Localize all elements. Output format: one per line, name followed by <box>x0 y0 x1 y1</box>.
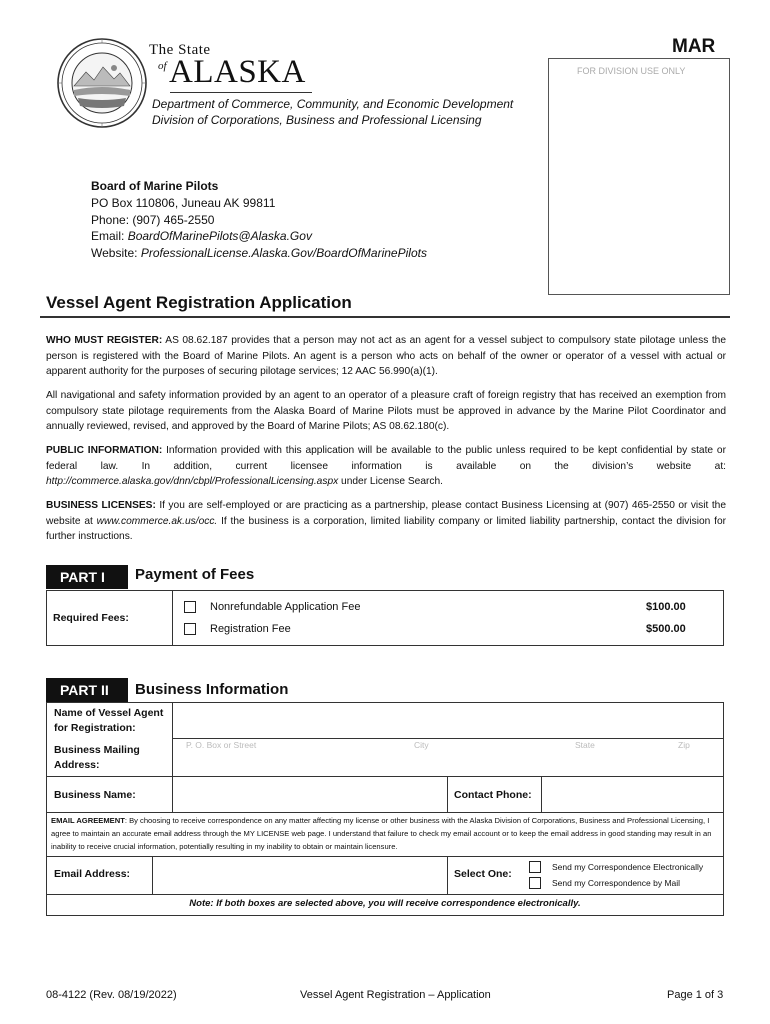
correspondence-mail-label: Send my Correspondence by Mail <box>552 878 681 888</box>
board-address: PO Box 110806, Juneau AK 99811 <box>91 195 276 210</box>
state-of-text: of <box>158 60 167 72</box>
public-information-paragraph <box>46 443 726 490</box>
division-line: Division of Corporations, Business and Professional Licensing <box>152 113 482 127</box>
select-one-label: Select One: <box>454 868 512 880</box>
footer-title: Vessel Agent Registration – Application <box>300 989 491 1001</box>
email-address-label: Email Address: <box>54 868 131 880</box>
agreement-label: EMAIL AGREEMENT <box>51 816 125 825</box>
business-url-link[interactable]: www.commerce.ak.us/occ. <box>96 515 218 527</box>
application-fee-checkbox[interactable] <box>184 601 196 613</box>
correspondence-electronic-checkbox[interactable] <box>529 861 541 873</box>
nav-text: All navigational and safety information provided by an agent to an operator of a pleasure craft of foreign registry that has received an exemption from compulsory state pilotage requirements from the Alaska Board of Marine Pilots must be approved in advance by the Marine Pilot Coordinator and annually reviewed, revised, and approved by the Board of Marine Pilots; AS 08.62.180(c). <box>46 390 726 432</box>
business-tail: If the business is a corporation, limited liability company or limited liability partnership, contact the division for further instructions. <box>46 515 726 542</box>
title-rule <box>40 316 730 318</box>
state-the-text: The State <box>149 42 211 58</box>
row-divider <box>46 894 724 895</box>
header-rule <box>170 92 312 93</box>
mailing-address-label: Business Mailing Address: <box>54 744 140 771</box>
contact-phone-label: Contact Phone: <box>454 789 532 801</box>
registration-fee-checkbox[interactable] <box>184 623 196 635</box>
city-hint: City <box>414 740 429 750</box>
who-must-register-paragraph <box>46 333 726 380</box>
website-label: Website: <box>91 246 141 261</box>
zip-hint: Zip <box>678 740 690 750</box>
form-title: Vessel Agent Registration Application <box>46 293 352 312</box>
business-name-label: Business Name: <box>54 789 136 801</box>
who-text: AS 08.62.187 provides that a person may not act as an agent for a vessel subject to compulsory state pilotage unless the person is registered with the Board of Marine Pilots. An agent is a person who acts on behalf of the owner or operator of a vessel with actual or apparent authority for the purposes of securing pilotage services; 12 AAC 56.990(a)(1). <box>46 335 726 377</box>
public-tail: under License Search. <box>338 476 443 487</box>
state-name-text: ALASKA <box>169 54 306 90</box>
correspondence-note: Note: If both boxes are selected above, you will receive correspondence electronically. <box>189 898 581 909</box>
phone-value: (907) 465-2550 <box>132 212 215 227</box>
row-divider <box>46 812 724 813</box>
department-heading <box>152 96 513 128</box>
part2-tab: PART II <box>46 678 128 702</box>
col-divider <box>447 776 448 812</box>
mailing-address-field[interactable] <box>174 739 723 775</box>
website-link[interactable]: ProfessionalLicense.Alaska.Gov/BoardOfMarinePilots <box>140 246 427 261</box>
part1-title: Payment of Fees <box>135 566 255 583</box>
form-code: MAR <box>672 36 716 57</box>
col-divider <box>172 702 173 776</box>
board-phone <box>91 212 427 229</box>
board-email <box>91 228 427 245</box>
business-licenses-paragraph <box>46 498 726 545</box>
po-box-hint: P. O. Box or Street <box>186 740 257 750</box>
agent-name-field[interactable] <box>174 703 723 737</box>
email-agreement-text <box>51 814 721 853</box>
registration-fee-label: Registration Fee <box>210 623 291 635</box>
division-use-label: FOR DIVISION USE ONLY <box>577 66 686 76</box>
business-label: BUSINESS LICENSES: <box>46 500 156 511</box>
col-divider <box>447 856 448 894</box>
navigation-paragraph <box>46 388 726 435</box>
email-link[interactable]: BoardOfMarinePilots@Alaska.Gov <box>127 229 312 244</box>
correspondence-mail-checkbox[interactable] <box>529 877 541 889</box>
who-label: WHO MUST REGISTER: <box>46 335 163 346</box>
part1-tab: PART I <box>46 565 128 589</box>
public-text: Information provided with this application will be available to the public unless required to be kept confidential by state or federal law. In addition, current licensee information is available on the division’s website at: <box>46 445 726 472</box>
board-website <box>91 245 427 262</box>
col-divider <box>172 776 173 812</box>
public-label: PUBLIC INFORMATION: <box>46 445 163 456</box>
application-fee-amount: $100.00 <box>646 601 686 613</box>
phone-label: Phone: <box>91 212 133 227</box>
agent-name-label: Name of Vessel Agent for Registration: <box>54 707 164 734</box>
public-url-link[interactable]: http://commerce.alaska.gov/dnn/cbpl/ProfessionalLicensing.aspx <box>46 476 339 487</box>
board-name: Board of Marine Pilots <box>91 179 219 193</box>
correspondence-electronic-label: Send my Correspondence Electronically <box>552 862 704 872</box>
business-name-field[interactable] <box>174 777 446 811</box>
contact-phone-field[interactable] <box>543 777 723 811</box>
registration-fee-amount: $500.00 <box>646 623 686 635</box>
state-hint: State <box>575 740 595 750</box>
agreement-body: : By choosing to receive correspondence on any matter affecting my license or other business with the Alaska Division of Corporations, Business and Professional Licensing, I agree to maintain an accurate email address through the MY LICENSE web page. I understand that failure to check my email account or to keep the email address in good standing may result in an inability to receive crucial information, potentially resulting in my inability to obtain or maintain licensure. <box>51 816 712 851</box>
footer-page-number: Page 1 of 3 <box>667 989 724 1001</box>
business-text: If you are self-employed or are practicing as a partnership, please contact Business Licensing at (907) 465-2550 or visit the website at <box>46 500 726 527</box>
board-contact-block <box>91 178 427 262</box>
part2-title: Business Information <box>135 681 289 698</box>
department-line: Department of Commerce, Community, and Economic Development <box>152 97 514 111</box>
col-divider <box>541 776 542 812</box>
fees-divider <box>172 590 173 646</box>
email-label: Email: <box>91 229 128 244</box>
email-address-field[interactable] <box>154 857 446 893</box>
fees-box <box>46 590 724 646</box>
state-seal-logo <box>56 34 148 132</box>
division-use-box <box>548 58 730 295</box>
footer-form-number: 08-4122 (Rev. 08/19/2022) <box>46 989 177 1001</box>
col-divider <box>152 856 153 894</box>
required-fees-label: Required Fees: <box>53 612 129 624</box>
application-fee-label: Nonrefundable Application Fee <box>210 601 361 613</box>
